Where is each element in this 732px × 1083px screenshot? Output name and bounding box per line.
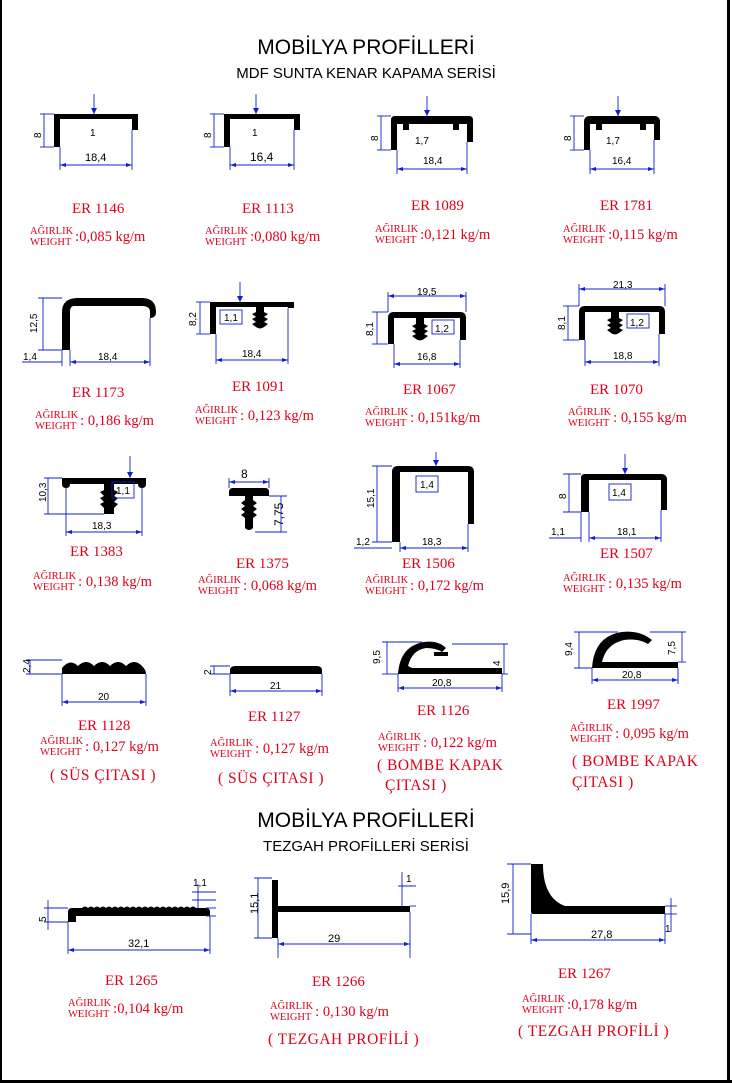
profile-note: ( SÜS ÇITASI ) — [218, 770, 325, 787]
dim-label: 12,5 — [29, 313, 40, 333]
profile-weight: AĞIRLIK WEIGHT : 0,172 kg/m — [365, 575, 484, 597]
section-subtitle-1: MDF SUNTA KENAR KAPAMA SERİSİ — [236, 65, 496, 82]
dim-label: 18,3 — [92, 521, 112, 532]
dim-label: 16,4 — [250, 150, 274, 164]
profile-drawing-er1266 — [240, 862, 430, 962]
dim-label: 1 — [406, 874, 412, 885]
dim-label: 1,1 — [224, 313, 238, 324]
dim-label: 29 — [328, 933, 341, 945]
profile-weight: AĞIRLIK WEIGHT : 0,186 kg/m — [35, 410, 154, 432]
dim-label: 4 — [492, 660, 503, 666]
dim-label: 1,4 — [612, 488, 626, 499]
dim-label: 7,5 — [667, 641, 678, 655]
dim-label: 18,8 — [613, 351, 633, 362]
dim-label: 20,8 — [432, 678, 452, 689]
profile-note-line2: ÇITASI ) — [572, 774, 634, 791]
profile-code: ER 1267 — [558, 966, 611, 982]
dim-label: 18,4 — [423, 156, 443, 167]
dim-label: 2,4 — [22, 659, 33, 673]
profile-drawing-er1375 — [215, 462, 325, 552]
dim-label: 15,9 — [500, 882, 512, 904]
profile-drawing-er1173 — [18, 282, 168, 377]
dim-label: 21,3 — [613, 280, 633, 291]
dim-label: 9,4 — [564, 642, 575, 656]
profile-drawing-er1383 — [30, 452, 160, 547]
dim-label: 1,2 — [435, 324, 449, 335]
page-border-right — [727, 0, 730, 1083]
dim-label: 5 — [38, 916, 49, 922]
dim-label: 1 — [90, 128, 96, 139]
profile-code: ER 1126 — [417, 703, 470, 719]
profile-code: ER 1997 — [607, 697, 660, 713]
dim-label: 1,2 — [356, 537, 370, 548]
profile-weight: AĞIRLIK WEIGHT :0,104 kg/m — [68, 998, 184, 1020]
dim-label: 20,8 — [622, 670, 642, 681]
profile-drawing-er1091 — [180, 282, 310, 377]
profile-code: ER 1266 — [312, 974, 365, 990]
dim-label: 1,1 — [551, 527, 565, 538]
profile-drawing-er1070 — [555, 276, 685, 371]
dim-label: 7,75 — [272, 502, 286, 526]
profile-code: ER 1173 — [72, 385, 125, 401]
profile-drawing-er1506 — [350, 452, 480, 552]
dim-label: 32,1 — [128, 938, 150, 950]
dim-label: 16,8 — [417, 352, 437, 363]
dim-label: 15,1 — [366, 488, 377, 508]
dim-label: 18,4 — [85, 152, 107, 164]
profile-weight: AĞIRLIK WEIGHT : 0,135 kg/m — [563, 573, 682, 595]
dim-label: 1 — [665, 924, 671, 935]
dim-label: 1,2 — [630, 318, 644, 329]
profile-drawing-er1267 — [485, 858, 685, 958]
profile-note-line2: ÇITASI ) — [385, 777, 447, 794]
profile-drawing-er1127 — [200, 640, 330, 710]
dim-label: 1,4 — [23, 352, 37, 363]
dim-label: 8 — [563, 135, 574, 141]
profile-drawing-er1128 — [18, 640, 168, 710]
profile-drawing-er1067 — [360, 282, 490, 377]
section-subtitle-2: TEZGAH PROFİLLERİ SERİSİ — [263, 838, 469, 855]
profile-weight: AĞIRLIK WEIGHT : 0,123 kg/m — [195, 405, 314, 427]
dim-label: 2 — [203, 669, 214, 675]
dim-label: 10,3 — [38, 482, 49, 502]
profile-note: ( TEZGAH PROFİLİ ) — [268, 1031, 420, 1048]
dim-label: 27,8 — [591, 929, 613, 941]
dim-label: 16,4 — [612, 156, 632, 167]
dim-label: 1,1 — [193, 878, 207, 889]
profile-code: ER 1127 — [248, 709, 301, 725]
dim-label: 8 — [370, 135, 381, 141]
dim-label: 1,4 — [420, 480, 434, 491]
profile-code: ER 1070 — [590, 382, 643, 398]
profile-note-line1: ( BOMBE KAPAK — [572, 753, 699, 770]
profile-weight: AĞIRLIK WEIGHT : 0,151kg/m — [365, 407, 481, 429]
dim-label: 8 — [558, 493, 569, 499]
profile-drawing-er1781 — [560, 92, 680, 182]
page-border-left — [0, 0, 2, 1083]
profile-drawing-er1997 — [560, 618, 700, 703]
profile-weight: AĞIRLIK WEIGHT :0,080 kg/m — [205, 226, 321, 248]
profile-note-line1: ( BOMBE KAPAK — [377, 757, 504, 774]
dim-label: 19,5 — [417, 287, 437, 298]
profile-weight: AĞIRLIK WEIGHT :0,085 kg/m — [30, 226, 146, 248]
profile-code: ER 1265 — [105, 973, 158, 989]
profile-drawing-er1089 — [365, 92, 485, 182]
dim-label: 8 — [203, 132, 214, 138]
profile-weight: AĞIRLIK WEIGHT : 0,122 kg/m — [378, 732, 497, 754]
profile-code: ER 1128 — [78, 718, 131, 734]
dim-label: 1 — [252, 128, 258, 139]
profile-code: ER 1781 — [600, 198, 653, 214]
profile-weight: AĞIRLIK WEIGHT : 0,130 kg/m — [270, 1001, 389, 1023]
profile-drawing-er1146 — [30, 92, 150, 182]
profile-code: ER 1113 — [242, 201, 294, 217]
profile-weight: AĞIRLIK WEIGHT : 0,155 kg/m — [568, 407, 687, 429]
dim-label: 9,5 — [372, 650, 383, 664]
profile-weight: AĞIRLIK WEIGHT :0,178 kg/m — [522, 994, 638, 1016]
profile-drawing-er1126 — [362, 618, 512, 703]
dim-label: 8,1 — [365, 322, 376, 336]
dim-label: 18,4 — [98, 352, 118, 363]
profile-drawing-er1507 — [545, 452, 675, 547]
profile-weight: AĞIRLIK WEIGHT :0,115 kg/m — [563, 224, 678, 246]
dim-label: 8 — [241, 467, 248, 481]
dim-label: 18,1 — [617, 527, 637, 538]
profile-code: ER 1067 — [403, 382, 456, 398]
profile-note: ( TEZGAH PROFİLİ ) — [518, 1023, 670, 1040]
section-title-1: MOBİLYA PROFİLLERİ — [257, 36, 475, 59]
dim-label: 8,1 — [557, 316, 568, 330]
profile-weight: AĞIRLIK WEIGHT : 0,138 kg/m — [33, 571, 152, 593]
profile-code: ER 1375 — [236, 556, 289, 572]
dim-label: 21 — [270, 681, 282, 692]
dim-label: 18,3 — [422, 537, 442, 548]
dim-label: 15,1 — [249, 892, 261, 914]
profile-code: ER 1506 — [402, 556, 455, 572]
profile-note: ( SÜS ÇITASI ) — [50, 767, 157, 784]
dim-label: 8,2 — [188, 312, 199, 326]
profile-code: ER 1507 — [600, 546, 653, 562]
profile-code: ER 1089 — [411, 198, 464, 214]
profile-drawing-er1265 — [30, 870, 220, 960]
profile-code: ER 1091 — [232, 379, 285, 395]
profile-drawing-er1113 — [200, 92, 320, 182]
profile-weight: AĞIRLIK WEIGHT :0,121 kg/m — [375, 224, 491, 246]
section-title-2: MOBİLYA PROFİLLERİ — [257, 809, 475, 832]
dim-label: 1,7 — [415, 136, 429, 147]
profile-weight: AĞIRLIK WEIGHT : 0,127 kg/m — [210, 738, 329, 760]
dim-label: 1,7 — [606, 136, 620, 147]
profile-weight: AĞIRLIK WEIGHT : 0,127 kg/m — [40, 736, 159, 758]
profile-code: ER 1146 — [72, 201, 125, 217]
profile-weight: AĞIRLIK WEIGHT : 0,068 kg/m — [198, 575, 317, 597]
profile-weight: AĞIRLIK WEIGHT : 0,095 kg/m — [570, 723, 689, 745]
dim-label: 20 — [98, 692, 110, 703]
dim-label: 18,4 — [242, 349, 262, 360]
dim-label: 1,1 — [116, 486, 130, 497]
dim-label: 8 — [33, 132, 44, 138]
profile-code: ER 1383 — [70, 544, 123, 560]
